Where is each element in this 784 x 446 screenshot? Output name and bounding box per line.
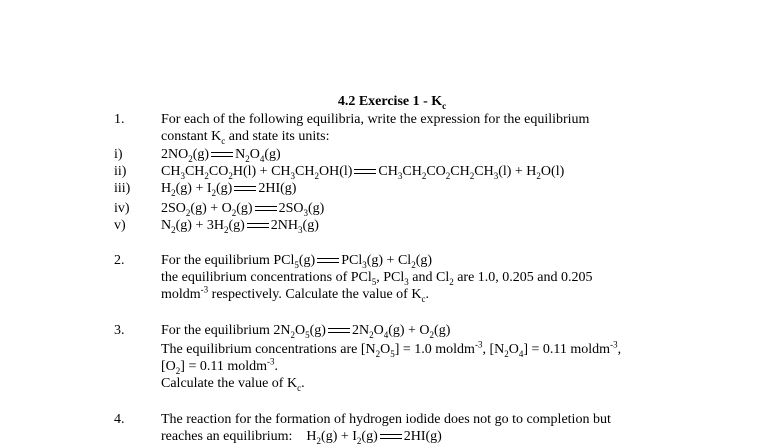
equation: $2NO_2(g)$ $N_2O_4(g)$ <box>161 147 281 164</box>
equation: $N_2(g) + 3H_2(g)$ $2NH_3(g)$ <box>161 218 319 235</box>
question-text: $[O_2] = 0.11$ moldm$^{-3}$. <box>161 356 278 376</box>
item-number: v) <box>114 218 126 233</box>
question-text: the equilibrium concentrations of PCl$_5$, PCl$_3$ and $Cl_2$ are 1.0, 0.205 and 0.205 <box>161 270 593 287</box>
item-number: i) <box>114 147 123 162</box>
item-number: iii) <box>114 181 131 196</box>
equation: $CH_3CH_2CO_2H(l) + CH_3CH_2OH(l) CH_3CH_2CO_2CH_2CH_3(l) + H_2O(l)$ <box>161 164 565 181</box>
question-text: The equilibrium concentrations are $[N_2O_5] = 1.0$ moldm$^{-3}$, $[N_2O_4] = 0.11$ moldm$^{-3}$, <box>161 339 622 359</box>
question-number: 3. <box>114 323 125 338</box>
question-text: For the equilibrium PCl$_5$(g) $PCl_3(g) + Cl_2(g)$ <box>161 253 433 270</box>
question-number: 2. <box>114 253 125 268</box>
question-text: Calculate the value of $K_c$. <box>161 376 305 393</box>
question-text: moldm$^{-3}$ respectively. Calculate the value of $K_c$. <box>161 284 429 304</box>
question-text: For each of the following equilibria, write the expression for the equilibrium <box>161 112 590 127</box>
question-text: constant $K_c$ and state its units: <box>161 129 330 146</box>
item-number: ii) <box>114 164 127 179</box>
question-number: 4. <box>114 412 125 427</box>
question-text: reaches an equilibrium: $H_2(g) + I_2(g)$ 2HI(g) <box>161 429 442 446</box>
question-number: 1. <box>114 112 125 127</box>
item-number: iv) <box>114 201 130 216</box>
question-text: The reaction for the formation of hydrogen iodide does not go to completion but <box>161 412 611 427</box>
equation: $2SO_2(g) + O_2(g)$ $2SO_3(g)$ <box>161 201 325 218</box>
question-text: For the equilibrium $2N_2O_5(g) 2N_2O_4(g) + O_2(g)$ <box>161 323 451 340</box>
exercise-title: 4.2 Exercise $1 - K_c$ <box>337 94 447 111</box>
equation: $H_2(g) + I_2(g)$ 2HI(g) <box>161 181 297 198</box>
